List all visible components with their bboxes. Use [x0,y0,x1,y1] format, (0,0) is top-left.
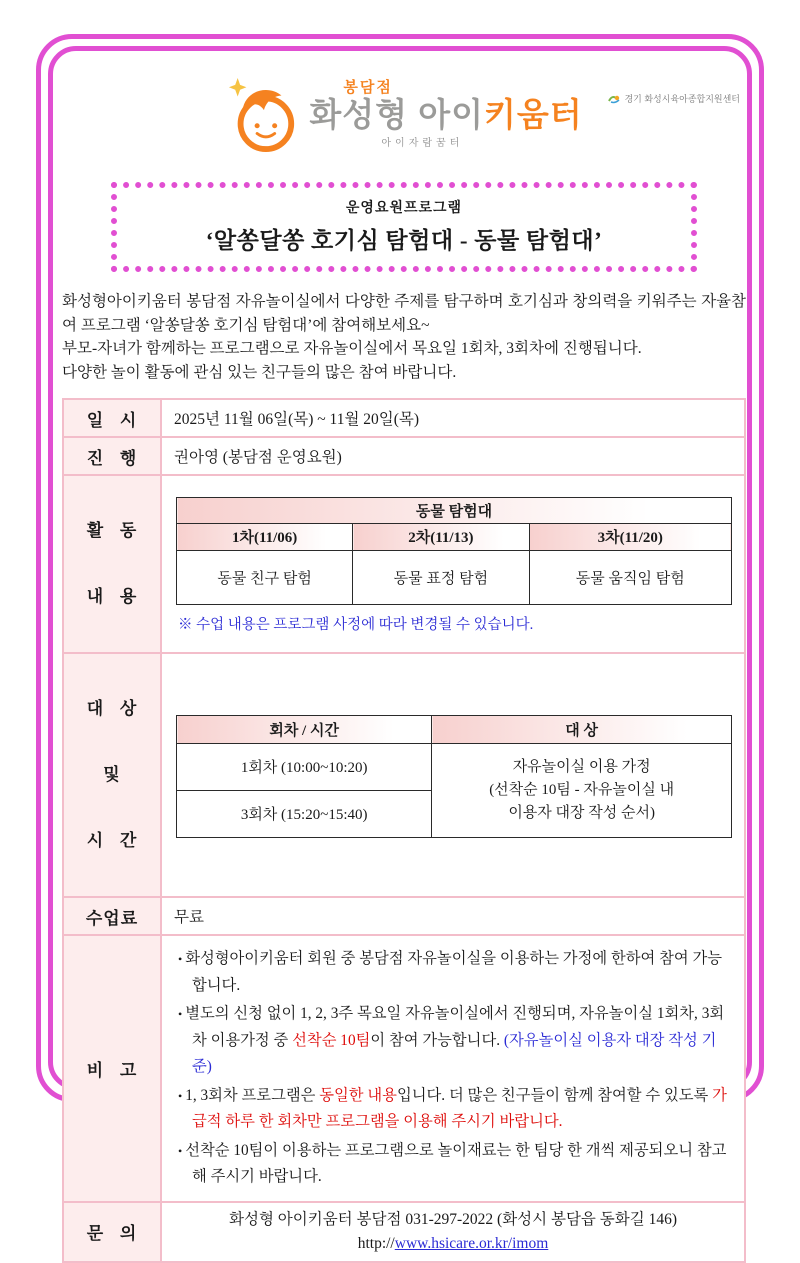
brand-slogan: 아이자람꿈터 [381,138,464,149]
session-time-table [176,715,732,838]
intro-line-1: 화성형아이키움터 봉담점 자유놀이실에서 다양한 주제를 탐구하며 호기심과 창의력을 키워주는 자율참여 프로그램 ‘알쏭달쏭 호기심 탐험대’에 참여해보세요~ [62,293,746,334]
intro-paragraph [62,290,746,384]
activity-topic-2: 동물 표정 탐험 [353,550,529,604]
activity-session-3-header: 3차(11/20) [529,523,731,550]
branch-badge: 봉담점 [343,79,393,96]
table-row-remarks [63,935,745,1202]
datetime-label: 일 시 [63,399,161,437]
activity-label-line1: 활 동 [86,521,138,540]
remarks-item-2-red: 선착순 10팀 [292,1031,371,1049]
kidcare-face-icon [225,76,299,156]
session-table-header-row [177,715,732,743]
table-row-activity [63,475,745,653]
partner-center-label: 경기 화성시육아종합지원센터 [624,94,740,104]
activity-cell [161,475,745,653]
inquiry-website [174,1232,732,1256]
activity-session-2-header: 2차(11/13) [353,523,529,550]
target-line-2: (선착순 10팀 - 자유놀이실 내 [489,781,675,798]
remarks-cell [161,935,745,1202]
partner-center [607,92,740,105]
program-title: ‘알쏭달쏭 호기심 탐험대 - 동물 탐험대’ [205,228,603,253]
brand-name [309,97,582,133]
remarks-item-2-blue: (자유놀이실 이용자 대장 작성 기준) [192,1031,717,1075]
table-row-fee [63,897,745,935]
remarks-item-2-text: 별도의 신청 없이 1, 2, 3주 목요일 자유놀이실에서 진행되며, 자유놀이실 1회차, 3회차 이용가정 중 [185,1005,725,1049]
fee-label: 수업료 [63,897,161,935]
remarks-item-3-red: 동일한 내용 [319,1086,397,1104]
program-category: 운영요원프로그램 [345,201,463,216]
logo-text [309,76,582,149]
logo-row [62,76,746,156]
activity-table-title: 동물 탐험대 [177,497,732,523]
session-3-time: 3회차 (15:20~15:40) [177,790,432,837]
session-1-time: 1회차 (10:00~10:20) [177,743,432,790]
intro-line-2: 부모-자녀가 함께하는 프로그램으로 자유놀이실에서 목요일 1회차, 3회차에 진행됩니다. [62,340,642,357]
brand-name-orange: 키움터 [483,96,583,133]
table-row-target-time [63,653,745,897]
activity-schedule-table [176,497,732,605]
activity-topic-1: 동물 친구 탐험 [177,550,353,604]
remarks-item-1-text: 화성형아이키움터 회원 중 봉담점 자유놀이실을 이용하는 가정에 한하여 참여 가능합니다. [185,950,723,994]
session-time-header: 회차 / 시간 [177,715,432,743]
target-line-1: 자유놀이실 이용 가정 [512,758,651,775]
fee-value: 무료 [161,897,745,935]
remarks-item-2 [178,1001,732,1081]
logo-header [62,76,746,170]
host-value: 권아영 (봉담점 운영요원) [161,437,745,475]
activity-change-note: ※ 수업 내용은 프로그램 사정에 따라 변경될 수 있습니다. [178,616,534,633]
inquiry-label: 문 의 [63,1202,161,1262]
inquiry-contact: 화성형 아이키움터 봉담점 031-297-2022 (화성시 봉담읍 동화길 146) [229,1210,677,1228]
remarks-label: 비 고 [63,935,161,1202]
target-label-line3: 시 간 [86,831,138,850]
remarks-item-3 [178,1083,732,1136]
remarks-item-4 [178,1138,732,1191]
remarks-item-1 [178,946,732,999]
target-time-cell [161,653,745,897]
intro-line-3: 다양한 놀이 활동에 관심 있는 친구들의 많은 참여 바랍니다. [62,363,457,381]
host-label: 진 행 [63,437,161,475]
activity-session-1-header: 1차(11/06) [177,523,353,550]
inquiry-cell [161,1202,745,1262]
program-info-table [62,398,746,1263]
table-row-inquiry [63,1202,745,1262]
activity-label [63,475,161,653]
target-label-line2: 및 [103,765,121,784]
program-title-box [111,182,697,272]
target-label-line1: 대 상 [86,699,138,718]
remarks-item-3-red-2: 가급적 하루 한 회차만 프로그램을 이용해 주시기 바랍니다. [192,1086,727,1130]
activity-topic-row [177,550,732,604]
activity-table-title-row [177,497,732,523]
flyer-content [62,76,746,1263]
brand-name-gray: 화성형 아이 [309,96,484,133]
url-prefix: http:// [357,1234,395,1252]
remarks-list [174,940,732,1197]
remarks-item-3-text-2: 입니다. 더 많은 친구들이 함께 참여할 수 있도록 [396,1086,713,1104]
target-time-label [63,653,161,897]
table-row-datetime [63,399,745,437]
remarks-item-4-text: 선착순 10팀이 이용하는 프로그램으로 놀이재료는 한 팀당 한 개씩 제공되오니 참고해 주시기 바랍니다. [185,1141,727,1185]
activity-label-line2: 내 용 [86,587,138,606]
target-line-3: 이용자 대장 작성 순서) [508,804,655,821]
website-link[interactable]: www.hsicare.or.kr/imom [394,1234,549,1252]
target-description-cell [432,743,732,837]
activity-topic-3: 동물 움직임 탐험 [529,550,731,604]
target-header: 대 상 [432,715,732,743]
datetime-value: 2025년 11월 06일(목) ~ 11월 20일(목) [161,399,745,437]
table-row-host [63,437,745,475]
remarks-item-2-text-2: 이 참여 가능합니다. [370,1031,504,1049]
remarks-item-3-text: 1, 3회차 프로그램은 [185,1086,320,1104]
activity-session-header-row [177,523,732,550]
session-row-1 [177,743,732,790]
partner-logo-icon [607,94,621,104]
